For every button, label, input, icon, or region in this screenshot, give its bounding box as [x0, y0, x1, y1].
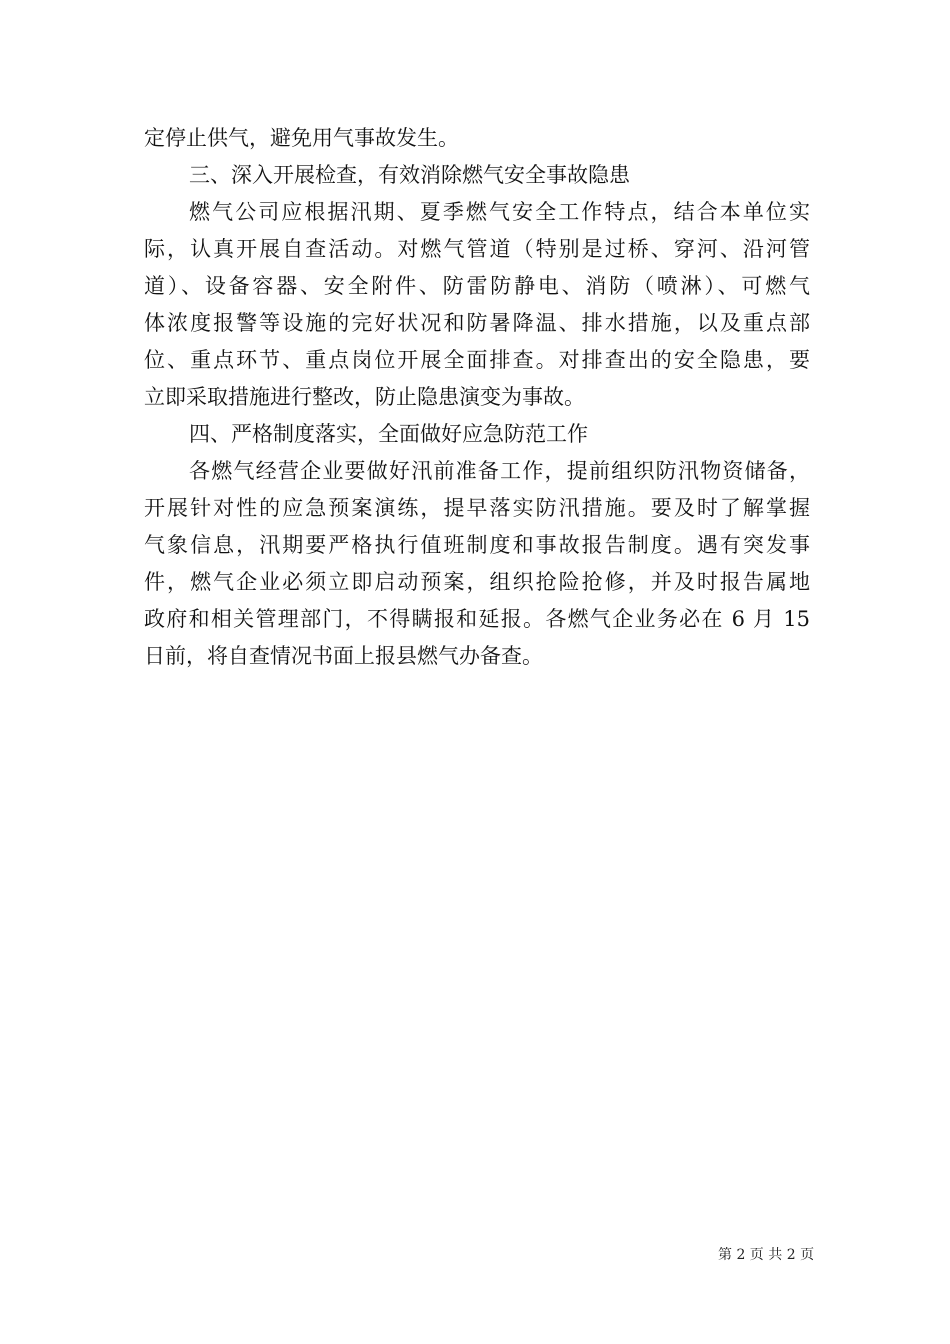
- body-line-13: 件，燃气企业必须立即启动预案，组织抢险抢修，并及时报告属地: [144, 570, 810, 594]
- body-line-4: 际，认真开展自查活动。对燃气管道（特别是过桥、穿河、沿河管: [144, 237, 810, 261]
- body-line-7: 位、重点环节、重点岗位开展全面排查。对排查出的安全隐患，要: [144, 348, 810, 372]
- body-line-1: 定停止供气，避免用气事故发生。: [144, 126, 459, 150]
- body-line-3: 燃气公司应根据汛期、夏季燃气安全工作特点，结合本单位实: [189, 200, 810, 224]
- body-line-5: 道）、设备容器、安全附件、防雷防静电、消防（喷淋）、可燃气: [144, 274, 810, 298]
- body-line-15: 日前，将自查情况书面上报县燃气办备查。: [144, 644, 543, 668]
- body-line-10: 各燃气经营企业要做好汛前准备工作，提前组织防汛物资储备，: [189, 459, 810, 483]
- body-line-6: 体浓度报警等设施的完好状况和防暑降温、排水措施，以及重点部: [144, 311, 810, 335]
- section-heading-4: 四、严格制度落实，全面做好应急防范工作: [189, 422, 588, 446]
- section-heading-3: 三、深入开展检查，有效消除燃气安全事故隐患: [189, 163, 630, 187]
- body-line-12: 气象信息，汛期要严格执行值班制度和事故报告制度。遇有突发事: [144, 533, 810, 557]
- body-line-11: 开展针对性的应急预案演练，提早落实防汛措施。要及时了解掌握: [144, 496, 810, 520]
- document-body: [144, 120, 810, 675]
- page-number-footer: 第 2 页 共 2 页: [718, 1247, 815, 1263]
- body-line-14: 政府和相关管理部门，不得瞒报和延报。各燃气企业务必在 6 月 15: [144, 607, 810, 631]
- body-line-8: 立即采取措施进行整改，防止隐患演变为事故。: [144, 385, 585, 409]
